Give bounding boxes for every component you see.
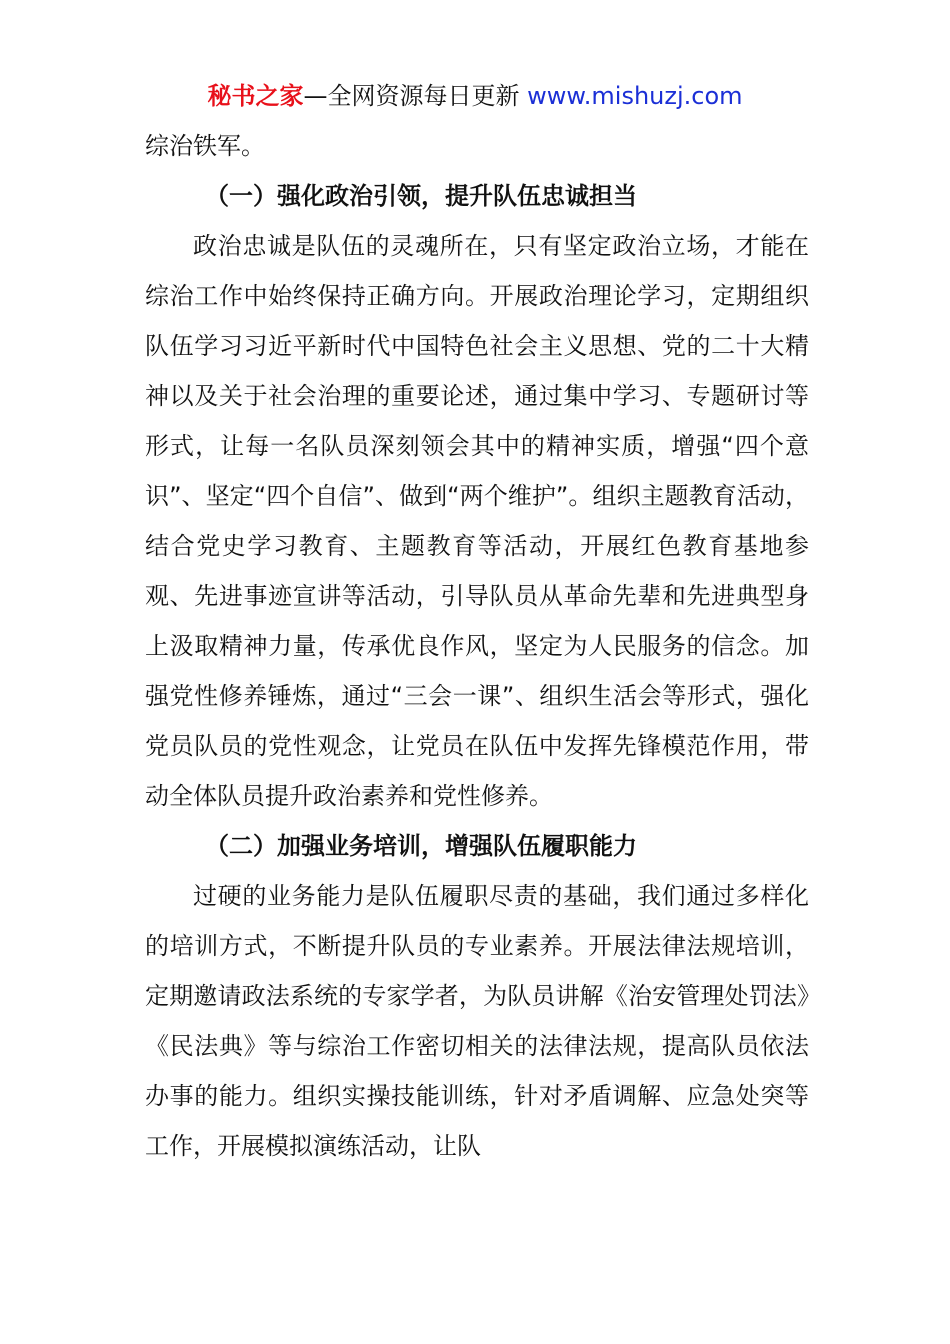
site-url[interactable]: www.mishuzj.com xyxy=(527,82,743,110)
site-tagline: —全网资源每日更新 xyxy=(303,82,528,110)
section-2-paragraph: 过硬的业务能力是队伍履职尽责的基础，我们通过多样化的培训方式，不断提升队员的专业素养。开展法律法规培训，定期邀请政法系统的专家学者，为队员讲解《治安管理处罚法》《民法典》等与综治工作密切相关的法律法规，提高队员依法办事的能力。组织实操技能训练，针对矛盾调解、应急处突等工作，开展模拟演练活动，让队 xyxy=(145,882,809,1160)
document-body xyxy=(145,121,809,1171)
site-brand: 秘书之家 xyxy=(207,82,304,110)
section-1-paragraph: 政治忠诚是队伍的灵魂所在，只有坚定政治立场，才能在综治工作中始终保持正确方向。开展政治理论学习，定期组织队伍学习习近平新时代中国特色社会主义思想、党的二十大精神以及关于社会治理的重要论述，通过集中学习、专题研讨等形式，让每一名队员深刻领会其中的精神实质，增强“四个意识”、坚定“四个自信”、做到“两个维护”。组织主题教育活动，结合党史学习教育、主题教育等活动，开展红色教育基地参观、先进事迹宣讲等活动，引导队员从革命先辈和先进典型身上汲取精神力量，传承优良作风，坚定为人民服务的信念。加强党性修养锤炼，通过“三会一课”、组织生活会等形式，强化党员队员的党性观念，让党员在队伍中发挥先锋模范作用，带动全体队员提升政治素养和党性修养。 xyxy=(145,232,809,810)
section-1-heading: （一）强化政治引领，提升队伍忠诚担当 xyxy=(205,182,637,210)
site-header xyxy=(0,80,950,112)
section-2-heading: （二）加强业务培训，增强队伍履职能力 xyxy=(205,832,637,860)
continuation-text: 综治铁军。 xyxy=(145,132,265,160)
